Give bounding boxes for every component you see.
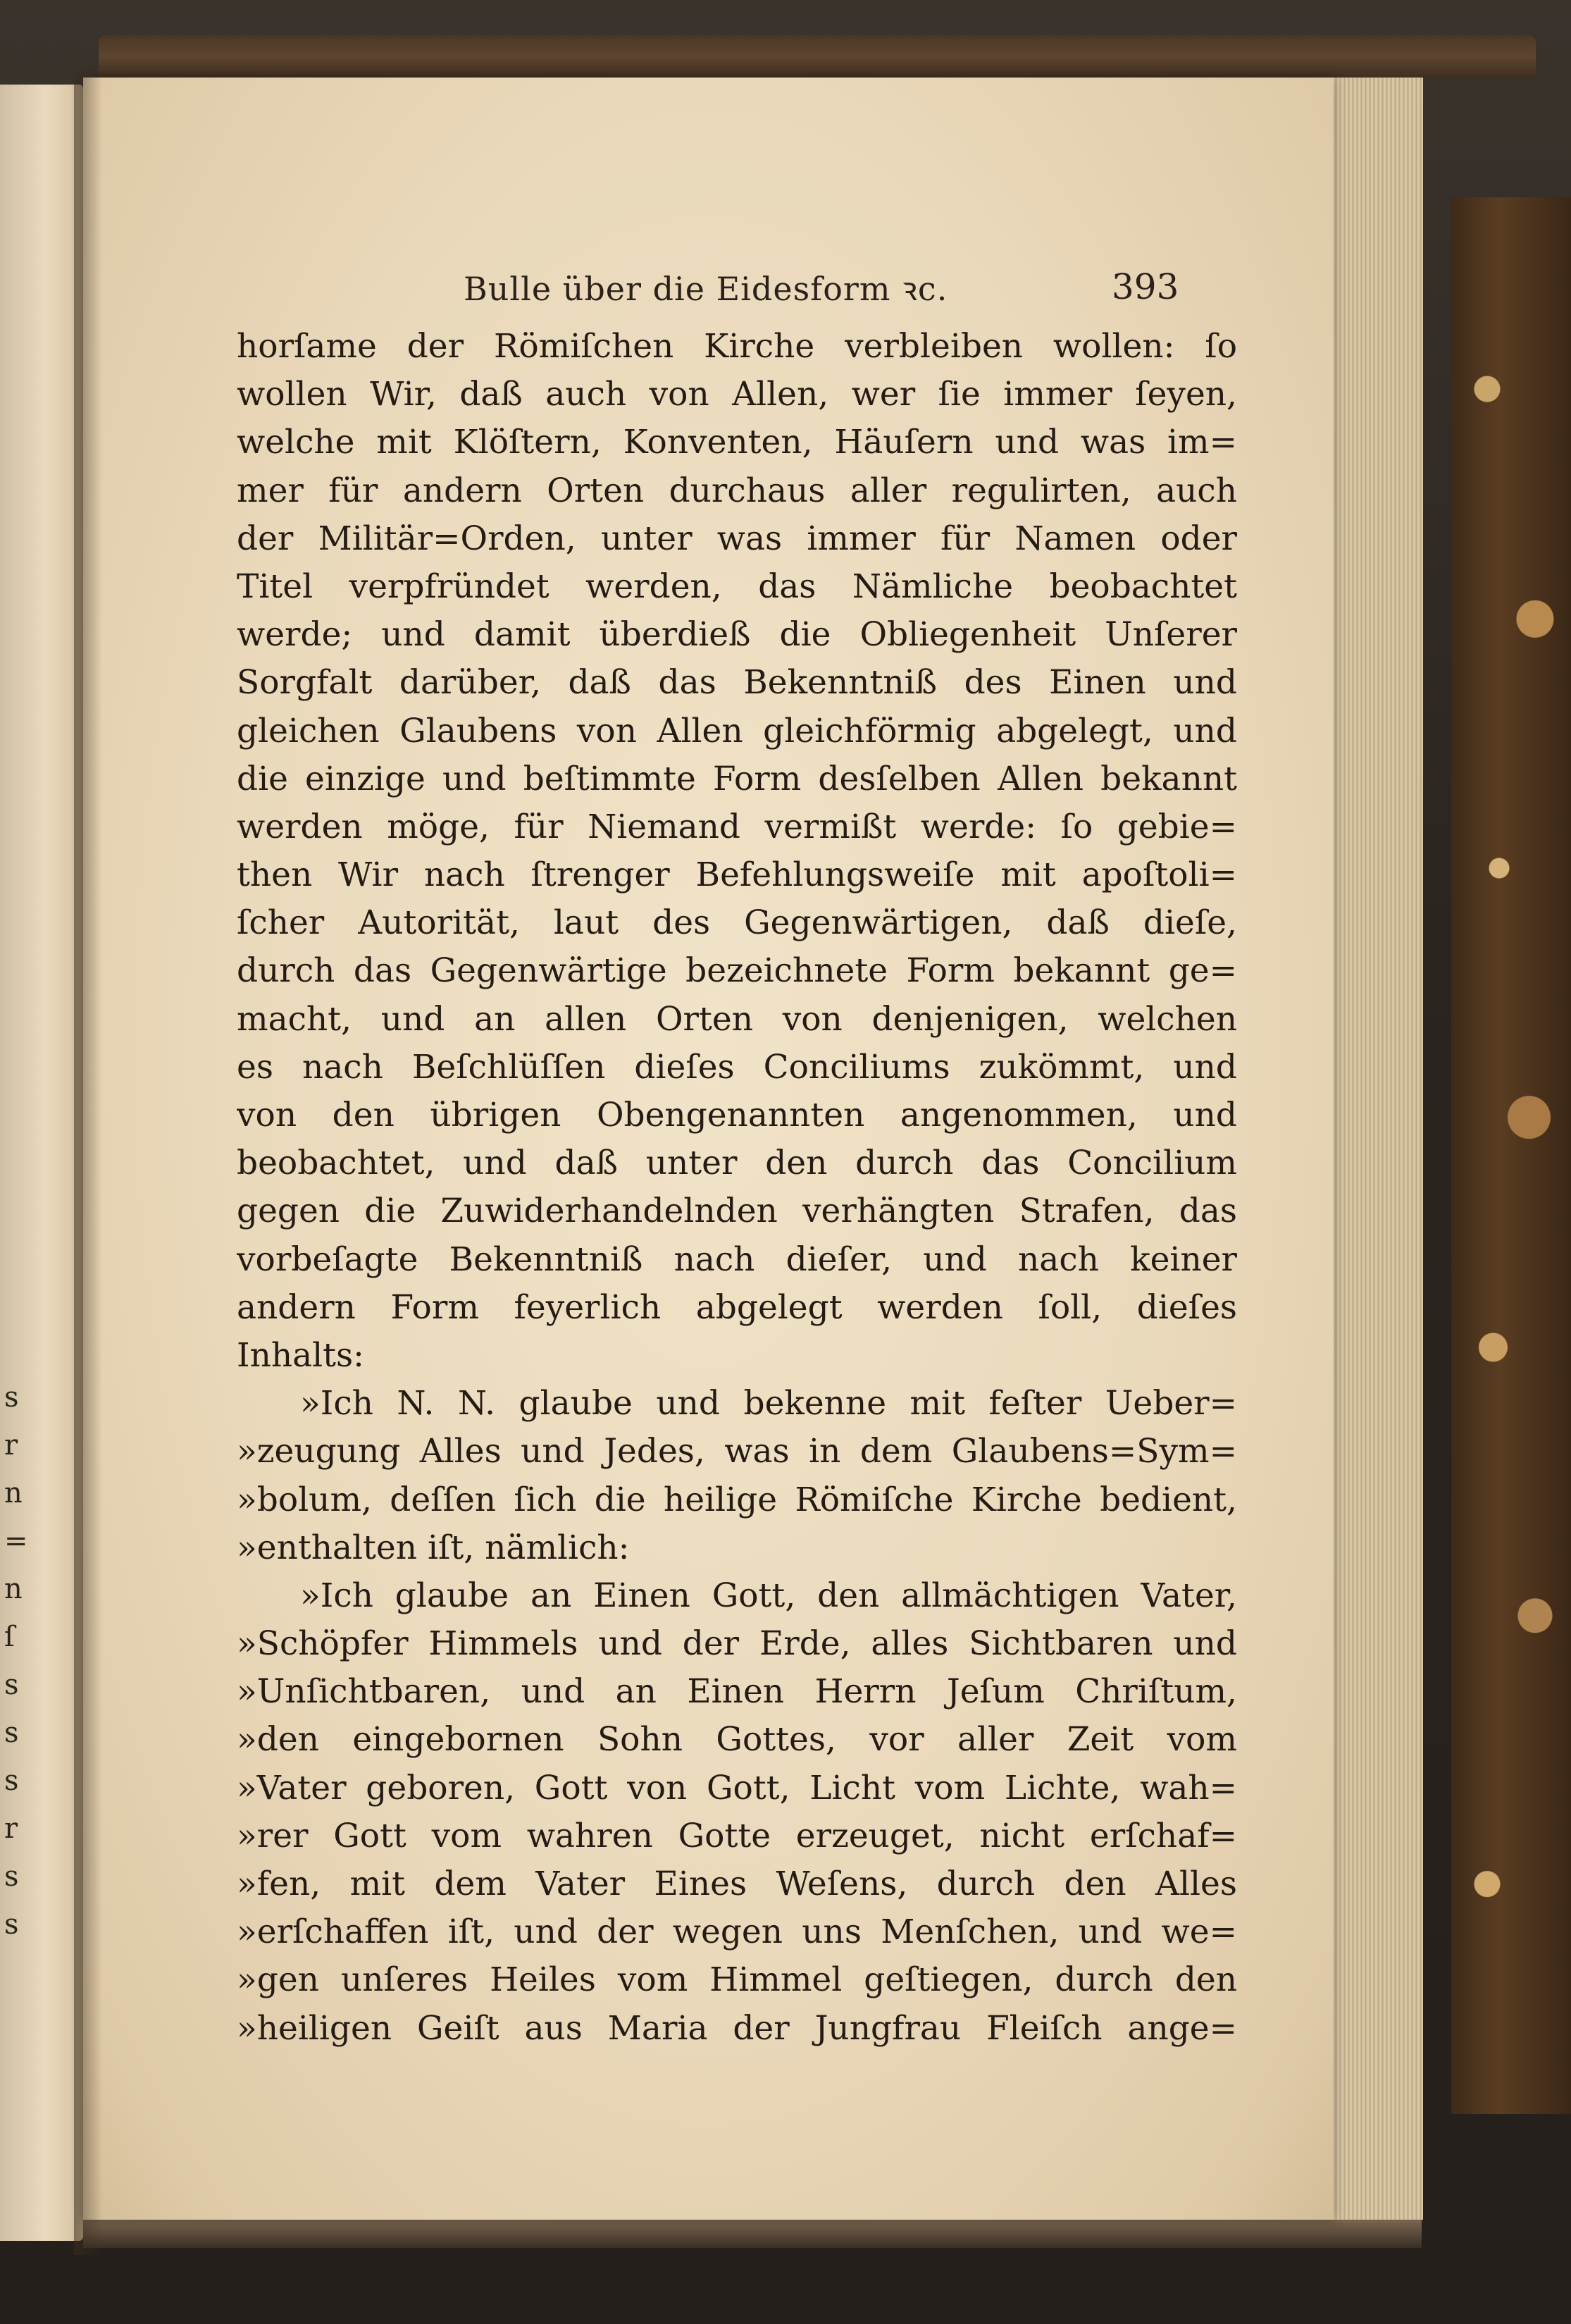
text-line: »den eingebornen Sohn Gottes, vor aller Zeit vom bbox=[237, 1720, 1237, 1760]
text-line: »Ich N. N. glaube und bekenne mit feſter Ueber= bbox=[300, 1384, 1237, 1423]
text-line: mer für andern Orten durchaus aller regulirten, auch bbox=[237, 471, 1237, 510]
margin-fragment: s bbox=[4, 1860, 19, 1893]
text-line: »Schöpfer Himmels und der Erde, alles Sichtbaren und bbox=[237, 1624, 1237, 1664]
text-line: »rer Gott vom wahren Gotte erzeuget, nicht erſchaf= bbox=[237, 1816, 1237, 1855]
gutter-shadow bbox=[74, 70, 102, 2255]
text-line: Inhalts: bbox=[237, 1335, 365, 1375]
text-line: »heiligen Geiſt aus Maria der Jungfrau Fleiſch ange= bbox=[237, 2008, 1237, 2048]
body-text bbox=[237, 323, 1237, 2053]
text-line: »Unſichtbaren, und an Einen Herrn Jeſum Chriſtum, bbox=[237, 1672, 1237, 1712]
margin-fragment: n bbox=[4, 1477, 23, 1509]
marbled-cover bbox=[1451, 197, 1571, 2114]
margin-fragment: ſ bbox=[4, 1621, 15, 1653]
text-line: »enthalten iſt, nämlich: bbox=[237, 1528, 630, 1567]
text-line: macht, und an allen Orten von denjenigen, welchen bbox=[237, 999, 1237, 1039]
margin-fragment: r bbox=[4, 1429, 18, 1461]
running-title: Bulle über die Eidesform ꝛc. bbox=[464, 270, 948, 308]
text-line: gegen die Zuwiderhandelnden verhängten Strafen, das bbox=[237, 1192, 1237, 1231]
text-line: »zeugung Alles und Jedes, was in dem Glaubens=Sym= bbox=[237, 1432, 1237, 1471]
text-line: then Wir nach ſtrenger Befehlungsweiſe mit apoſtoli= bbox=[237, 855, 1237, 895]
page-number: 393 bbox=[1112, 266, 1179, 307]
text-line: wollen Wir, daß auch von Allen, wer ſie immer ſeyen, bbox=[237, 375, 1237, 414]
text-line: »Ich glaube an Einen Gott, den allmächtigen Vater, bbox=[300, 1576, 1237, 1615]
running-head bbox=[83, 266, 1334, 316]
margin-fragment: s bbox=[4, 1381, 19, 1414]
margin-fragment: s bbox=[4, 1717, 19, 1749]
book-page bbox=[83, 78, 1334, 2220]
text-line: horſame der Römiſchen Kirche verbleiben wollen: ſo bbox=[237, 327, 1237, 366]
text-line: »Vater geboren, Gott von Gott, Licht vom Lichte, wah= bbox=[237, 1768, 1237, 1807]
text-line: »fen, mit dem Vater Eines Weſens, durch den Alles bbox=[237, 1865, 1237, 1903]
text-line: Titel verpfründet werden, das Nämliche beobachtet bbox=[237, 567, 1237, 606]
book-bottom-edge bbox=[83, 2220, 1422, 2248]
margin-fragment: n bbox=[4, 1573, 23, 1605]
margin-fragment: = bbox=[4, 1525, 28, 1557]
page-block-edges bbox=[1324, 78, 1423, 2220]
text-line: ſcher Autorität, laut des Gegenwärtigen, daß dieſe, bbox=[237, 903, 1237, 943]
text-line: »bolum, deſſen ſich die heilige Römiſche Kirche bedient, bbox=[237, 1480, 1237, 1519]
text-line: durch das Gegenwärtige bezeichnete Form bekannt ge= bbox=[237, 951, 1237, 991]
text-line: »erſchaffen iſt, und der wegen uns Menſchen, und we= bbox=[237, 1912, 1237, 1952]
text-line: von den übrigen Obengenannten angenommen, und bbox=[237, 1096, 1237, 1135]
text-line: »gen unſeres Heiles vom Himmel geſtiegen, durch den bbox=[237, 1960, 1237, 2000]
margin-fragment: s bbox=[4, 1764, 19, 1797]
text-line: welche mit Klöſtern, Konventen, Häuſern und was im= bbox=[237, 423, 1237, 462]
text-line: andern Form feyerlich abgelegt werden ſoll, dieſes bbox=[237, 1287, 1237, 1327]
text-line: der Militär=Orden, unter was immer für Namen oder bbox=[237, 519, 1237, 558]
text-line: vorbeſagte Bekenntniß nach dieſer, und nach keiner bbox=[237, 1240, 1237, 1279]
text-line: die einzige und beſtimmte Form desſelben Allen bekannt bbox=[237, 759, 1237, 798]
text-line: beobachtet, und daß unter den durch das Concilium bbox=[237, 1144, 1237, 1183]
margin-fragment: s bbox=[4, 1669, 19, 1701]
text-line: es nach Beſchlüſſen dieſes Conciliums zukömmt, und bbox=[237, 1047, 1237, 1087]
text-line: gleichen Glaubens von Allen gleichförmig abgelegt, und bbox=[237, 711, 1237, 750]
margin-fragment: s bbox=[4, 1908, 19, 1941]
margin-fragment: r bbox=[4, 1812, 18, 1845]
text-line: werden möge, für Niemand vermißt werde: ſo gebie= bbox=[237, 807, 1237, 846]
book-cover-top bbox=[99, 35, 1536, 78]
text-line: werde; und damit überdieß die Obliegenheit Unſerer bbox=[237, 615, 1237, 655]
facing-page-edge bbox=[0, 85, 83, 2241]
text-line: Sorgfalt darüber, daß das Bekenntniß des Einen und bbox=[237, 663, 1237, 703]
